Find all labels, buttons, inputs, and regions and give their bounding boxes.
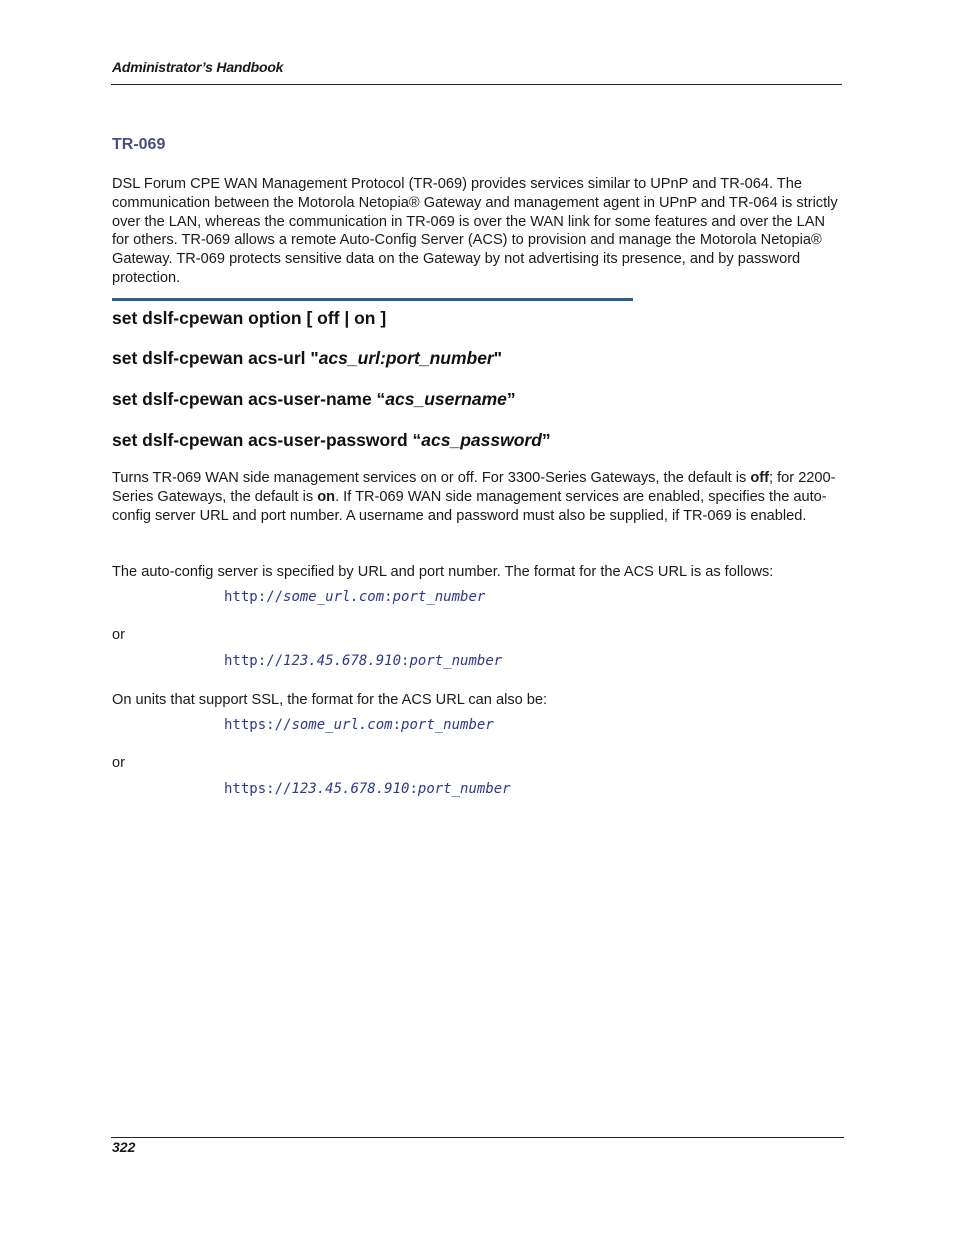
command-param: acs_url:port_number [318,348,494,368]
command-option: set dslf-cpewan option [ off | on ] [112,308,387,328]
url-scheme: http:// [224,589,284,605]
ssl-paragraph: On units that support SSL, the format for the ACS URL can also be: [112,692,548,708]
command-param: acs_username [385,389,507,409]
url-scheme: https:// [224,717,292,733]
header-rule [111,84,842,85]
intro-paragraph: DSL Forum CPE WAN Management Protocol (TR-069) provides services similar to UPnP and TR-064. The communication between the Motorola Netopia® Gateway and management agent in UPnP and TR-064 is strictly over the LAN, whereas the communication in TR-069 is over the WAN link for some features and over the LAN for others. TR-069 allows a remote Auto-Config Server (ACS) to provision and manage the Motorola Netopia® Gateway. TR-069 protects sensitive data on the Gateway by not advertising its presence, and by password protection. [112,176,838,286]
url-example [224,653,502,669]
command-acs-url [112,348,502,369]
command-text: ” [541,430,551,450]
url-host: 123.45.678.910 [283,653,402,669]
url-example [224,589,485,605]
default-on: on [317,488,336,505]
command-param: acs_password [421,430,542,450]
running-header: Administrator’s Handbook [112,59,284,75]
footer-rule [111,1137,844,1138]
text-run: Turns TR-069 WAN side management services on or off. For 3300-Series Gateways, the default is [112,470,751,486]
url-example [224,717,494,733]
url-port: port_number [417,781,511,797]
or-text: or [112,755,125,771]
url-scheme: https:// [224,781,292,797]
url-port: port_number [401,717,494,733]
url-port: port_number [409,653,503,669]
command-text: " [493,348,503,368]
section-title: TR-069 [112,136,166,153]
url-host: some_url.com [283,589,385,605]
url-sep: : [384,589,393,605]
command-text: set dslf-cpewan acs-user-password “ [112,430,422,450]
url-host: some_url.com [291,717,393,733]
page-number: 322 [112,1139,136,1155]
or-text: or [112,627,125,643]
url-sep: : [392,717,402,733]
command-acs-user-name [112,389,516,410]
url-host: 123.45.678.910 [291,781,410,797]
text-run: ; for 2200-Series Gateways, the default is [112,470,836,505]
default-off: off [750,470,769,486]
command-text: ” [506,389,516,409]
command-text: set dslf-cpewan acs-url " [112,348,319,368]
description-paragraph [112,469,842,525]
url-sep: : [409,781,418,797]
format-paragraph: The auto-config server is specified by URL and port number. The format for the ACS URL is as follows: [112,564,774,580]
section-divider [112,298,633,301]
url-port: port_number [392,589,486,605]
url-scheme: http:// [224,653,284,669]
command-text: set dslf-cpewan acs-user-name “ [112,389,386,409]
url-sep: : [401,653,410,669]
command-acs-user-password [112,430,551,451]
text-run: . If TR-069 WAN side management services are enabled, specifies the auto-config server URL and port number. A username and password must also be supplied, if TR-069 is enabled. [112,488,827,524]
url-example [224,781,511,797]
